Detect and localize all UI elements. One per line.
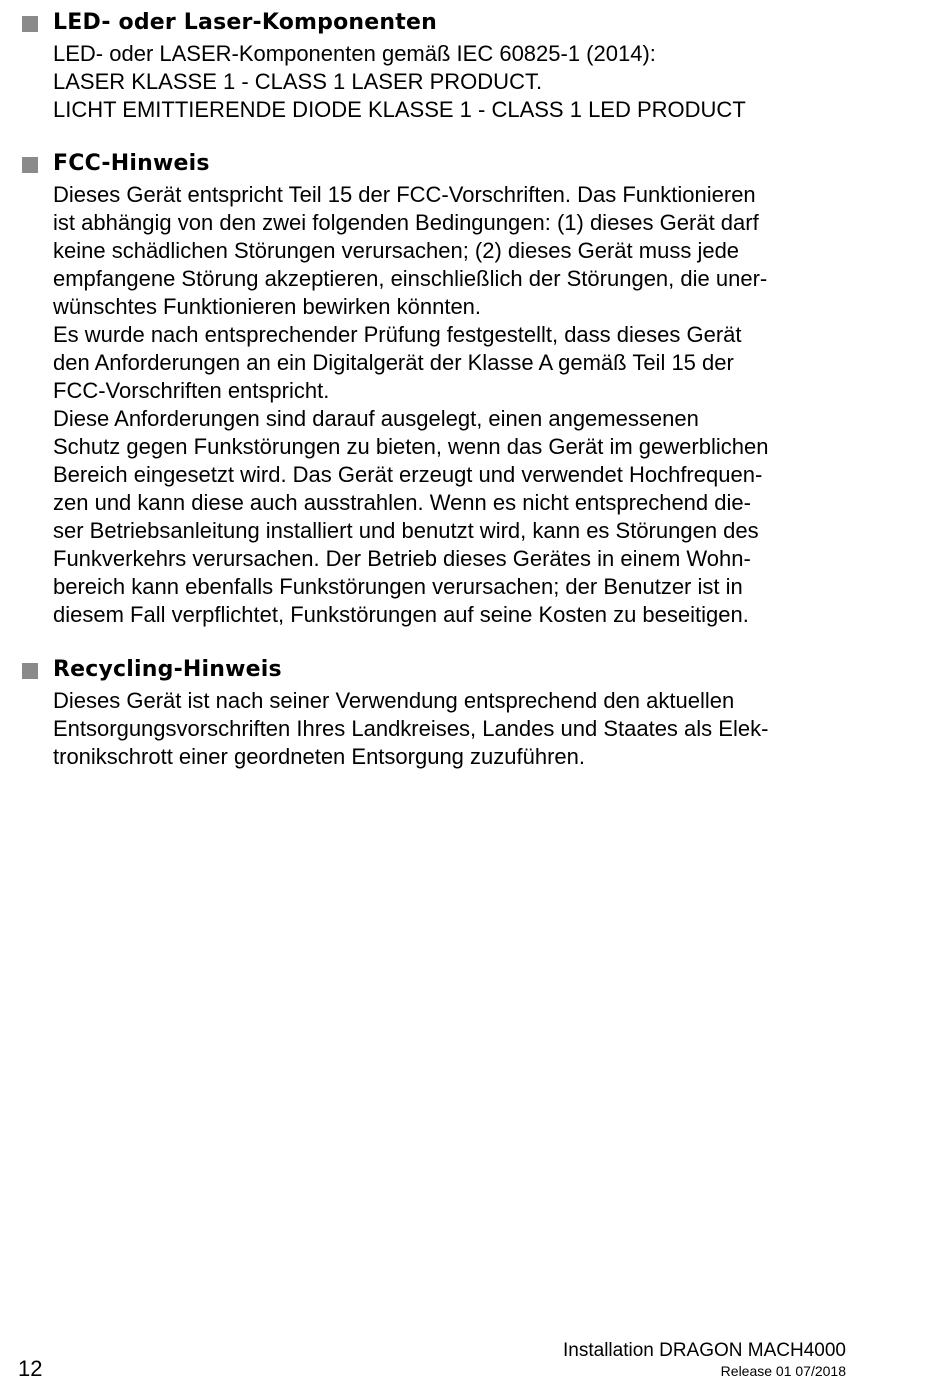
text-line: tronikschrott einer geordneten Entsorgung zuzuführen. <box>53 744 585 769</box>
text-line: empfangene Störung akzeptieren, einschließlich der Störungen, die uner- <box>53 266 768 291</box>
text-line: FCC-Vorschriften entspricht. <box>53 378 330 403</box>
section-fcc <box>22 153 922 629</box>
text-line: diesem Fall verpflichtet, Funkstörungen auf seine Kosten zu beseitigen. <box>53 602 749 627</box>
text-line: Schutz gegen Funkstörungen zu bieten, wenn das Gerät im gewerblichen <box>53 434 769 459</box>
text-line: LASER KLASSE 1 - CLASS 1 LASER PRODUCT. <box>53 69 543 94</box>
text-line: Funkverkehrs verursachen. Der Betrieb dieses Gerätes in einem Wohn- <box>53 546 751 571</box>
section-recycling <box>22 659 922 771</box>
text-line: Entsorgungsvorschriften Ihres Landkreises, Landes und Staates als Elek- <box>53 716 769 741</box>
text-line: wünschtes Funktionieren bewirken könnten. <box>53 294 482 319</box>
text-line: keine schädlichen Störungen verursachen; (2) dieses Gerät muss jede <box>53 238 740 263</box>
section-heading: FCC-Hinweis <box>53 151 210 176</box>
section-heading-row <box>22 153 922 181</box>
page-number: 12 <box>18 1356 43 1381</box>
text-line: zen und kann diese auch ausstrahlen. Wenn es nicht entsprechend die- <box>53 490 751 515</box>
section-body <box>22 181 922 629</box>
section-led-laser <box>22 12 922 124</box>
text-line: Dieses Gerät entspricht Teil 15 der FCC-Vorschriften. Das Funktionieren <box>53 182 756 207</box>
text-line: ser Betriebsanleitung installiert und benutzt wird, kann es Störungen des <box>53 518 759 543</box>
square-bullet-icon <box>22 663 38 679</box>
text-line: den Anforderungen an ein Digitalgerät der Klasse A gemäß Teil 15 der <box>53 350 734 375</box>
footer-release: Release 01 07/2018 <box>720 1363 846 1379</box>
section-heading: LED- oder Laser-Komponenten <box>53 10 437 35</box>
section-heading: Recycling-Hinweis <box>53 657 282 682</box>
section-heading-row <box>22 12 922 40</box>
text-line: Diese Anforderungen sind darauf ausgelegt, einen angemessenen <box>53 406 699 431</box>
text-line: Bereich eingesetzt wird. Das Gerät erzeugt und verwendet Hochfrequen- <box>53 462 763 487</box>
footer-document-title: Installation DRAGON MACH4000 <box>563 1340 846 1361</box>
section-body <box>22 40 922 124</box>
text-line: bereich kann ebenfalls Funkstörungen verursachen; der Benutzer ist in <box>53 574 743 599</box>
text-line: Dieses Gerät ist nach seiner Verwendung entsprechend den aktuellen <box>53 688 735 713</box>
square-bullet-icon <box>22 157 38 173</box>
section-heading-row <box>22 659 922 687</box>
square-bullet-icon <box>22 16 38 32</box>
text-line: LICHT EMITTIERENDE DIODE KLASSE 1 - CLASS 1 LED PRODUCT <box>53 97 746 122</box>
text-line: LED- oder LASER-Komponenten gemäß IEC 60825-1 (2014): <box>53 41 656 66</box>
text-line: Es wurde nach entsprechender Prüfung festgestellt, dass dieses Gerät <box>53 322 742 347</box>
text-line: ist abhängig von den zwei folgenden Bedingungen: (1) dieses Gerät darf <box>53 210 759 235</box>
section-body <box>22 687 922 771</box>
